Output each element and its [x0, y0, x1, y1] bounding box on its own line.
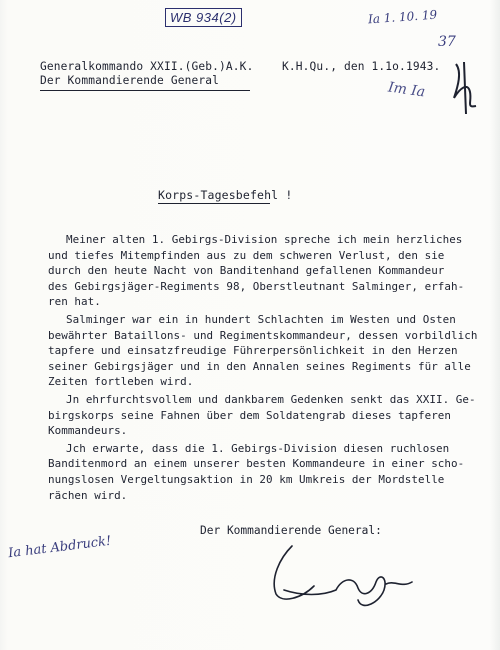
- text-line: birgskorps seine Fahnen über dem Soldatengrab dieses tapferen: [48, 408, 452, 422]
- order-body: [48, 232, 488, 505]
- margin-note-left: Ia hat Abdruck!: [7, 533, 113, 562]
- paraph-mark: [448, 58, 488, 118]
- title-underline: [158, 203, 270, 204]
- text-line: tapfere und einsatzfreudige Führerpersönlichkeit in den Herzen: [48, 344, 458, 358]
- signature: [262, 538, 422, 618]
- text-line: Kommandeurs.: [48, 424, 128, 438]
- text-line: Jch erwarte, dass die 1. Gebirgs-Division diesen ruchlosen: [66, 441, 450, 455]
- text-line: des Gebirgsjäger-Regiments 98, Oberstleutnant Salminger, erfah-: [48, 279, 465, 293]
- archive-stamp: WB 934(2): [165, 8, 242, 27]
- text-line: nungslosen Vergeltungsaktion in 20 km Umkreis der Mordstelle: [48, 472, 445, 486]
- text-line: ren hat.: [48, 295, 101, 309]
- text-line: Zeiten fortleben wird.: [48, 375, 194, 389]
- text-line: Meiner alten 1. Gebirgs-Division spreche ich mein herzliches: [66, 233, 463, 246]
- paragraph: [48, 232, 488, 310]
- header-underline: [40, 90, 250, 91]
- command-line-1: Generalkommando XXII.(Geb.)A.K.: [40, 60, 254, 73]
- text-line: bewährter Bataillons- und Regimentskommandeur, dessen vorbildlich: [48, 328, 478, 342]
- folio-number: 37: [438, 34, 456, 50]
- text-line: Banditenmord an einem unserer besten Kommandeure in einer scho-: [48, 457, 465, 471]
- closing-line: Der Kommandierende General:: [200, 524, 382, 537]
- paragraph: [48, 441, 488, 503]
- paragraph: [48, 312, 488, 390]
- command-line-2: Der Kommandierende General: [40, 74, 220, 87]
- margin-initials: Im Ia: [387, 79, 427, 101]
- text-line: Jn ehrfurchtsvollem und dankbarem Gedenken senkt das XXII. Ge-: [66, 392, 476, 406]
- document-title: Korps-Tagesbefehl !: [158, 188, 293, 202]
- text-line: Salminger war ein in hundert Schlachten im Westen und Osten: [66, 312, 456, 326]
- text-line: seiner Gebirgsjäger und in den Annalen seines Regiments für alle: [48, 359, 471, 373]
- place-date: K.H.Qu., den 1.1o.1943.: [282, 60, 441, 73]
- paragraph: [48, 392, 488, 439]
- text-line: durch den heute Nacht von Banditenhand gefallenen Kommandeur: [48, 264, 445, 278]
- text-line: und tiefes Mitempfinden aus zu dem schweren Verlust, den sie: [48, 248, 445, 262]
- margin-note-top: Ia 1. 10. 19: [367, 7, 438, 27]
- text-line: rächen wird.: [48, 488, 128, 502]
